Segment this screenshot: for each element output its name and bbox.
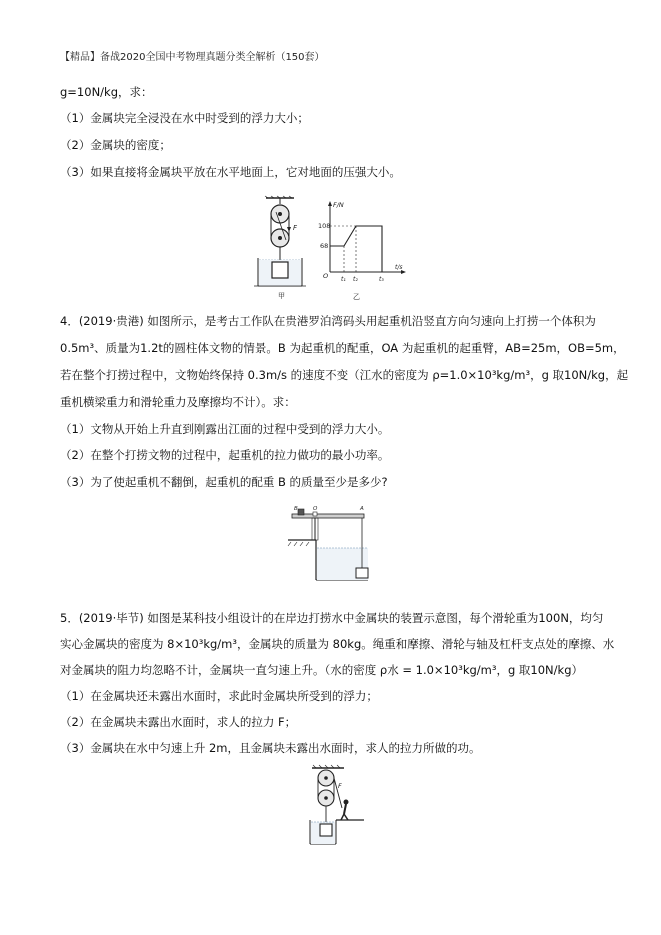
q5-part-1: （1）在金属块还未露出水面时，求此时金属块所受到的浮力； [60,689,378,703]
graph-x-tick-t3: t₃ [379,276,384,283]
graph-x-tick-t1: t₁ [341,276,346,283]
metal-block [272,262,288,278]
q5-figure-pulley [306,764,366,846]
q5-force-label: F [338,782,342,790]
graph-series-line [330,226,382,272]
q4-stem-2: 0.5m³、质量为1.2t的圆柱体文物的情景。B 为起重机的配重，OA 为起重机的起重臂，AB=25m，OB=5m， [60,341,625,355]
q5-stem-1: 5．(2019·毕节) 如图是某科技小组设计的在岸边打捞水中金属块的装置示意图，每个滑轮重为100N，均匀 [60,611,604,625]
q5-stem-3: 对金属块的阻力均忽略不计，金属块一直匀速上升。（水的密度 ρ水 = 1.0×10³kg/m³，g 取10N/kg） [60,663,583,677]
q5-stem-2: 实心金属块的密度为 8×10³kg/m³，金属块的质量为 80kg。绳重和摩擦、滑轮与轴及杠杆支点处的摩擦、水 [60,637,615,651]
page-header: 【精品】备战2020全国中考物理真题分类全解析（150套） [60,52,325,63]
intro-line: g=10N/kg，求： [60,85,153,99]
q4-stem-3: 若在整个打捞过程中，文物始终保持 0.3m/s 的速度不变（江水的密度为 ρ=1.0×10³kg/m³，g 取10N/kg，起 [60,368,629,382]
q3-force-label: F [293,224,298,232]
crane-label-b: B [294,506,298,512]
fig-a-caption: 甲 [278,292,285,300]
graph-y-label: F/N [333,201,344,209]
q4-stem-4: 重机横梁重力和滑轮重力及摩擦均不计）。求： [60,395,296,409]
q4-part-3: （3）为了使起重机不翻倒，起重机的配重 B 的质量至少是多少? [60,475,388,489]
q4-figure-crane [286,502,370,584]
graph-y-tick-68: 68 [320,242,329,250]
crane-label-o: O [313,506,318,512]
q3-figure-pulley [252,196,312,300]
q3-part-2: （2）金属块的密度； [60,138,171,152]
q5-part-3: （3）金属块在水中匀速上升 2m，且金属块未露出水面时，求人的拉力所做的功。 [60,741,481,755]
fig-b-caption: 乙 [353,293,360,301]
counterweight-b [298,509,304,515]
q3-figure-graph [320,198,410,302]
q5-metal-block [320,824,332,836]
q4-part-1: （1）文物从开始上升直到刚露出江面的过程中受到的浮力大小。 [60,422,390,436]
q4-stem-1: 4．(2019·贵港) 如图所示，是考古工作队在贵港罗泊湾码头用起重机沿竖直方向匀速向上打捞一个体积为 [60,314,596,328]
graph-y-tick-108: 108 [318,222,331,230]
q3-part-1: （1）金属块完全浸没在水中时受到的浮力大小； [60,111,309,125]
graph-origin: O [323,272,329,280]
graph-x-label: t/s [395,264,403,271]
crane-label-a: A [360,506,364,512]
person-head [344,800,349,805]
q4-part-2: （2）在整个打捞文物的过程中，起重机的拉力做功的最小功率。 [60,448,390,462]
graph-x-tick-t2: t₂ [353,276,358,283]
q5-part-2: （2）在金属块未露出水面时，求人的拉力 F； [60,715,297,729]
q3-part-3: （3）如果直接将金属块平放在水平地面上，它对地面的压强大小。 [60,165,401,179]
relic-cylinder [356,568,368,578]
